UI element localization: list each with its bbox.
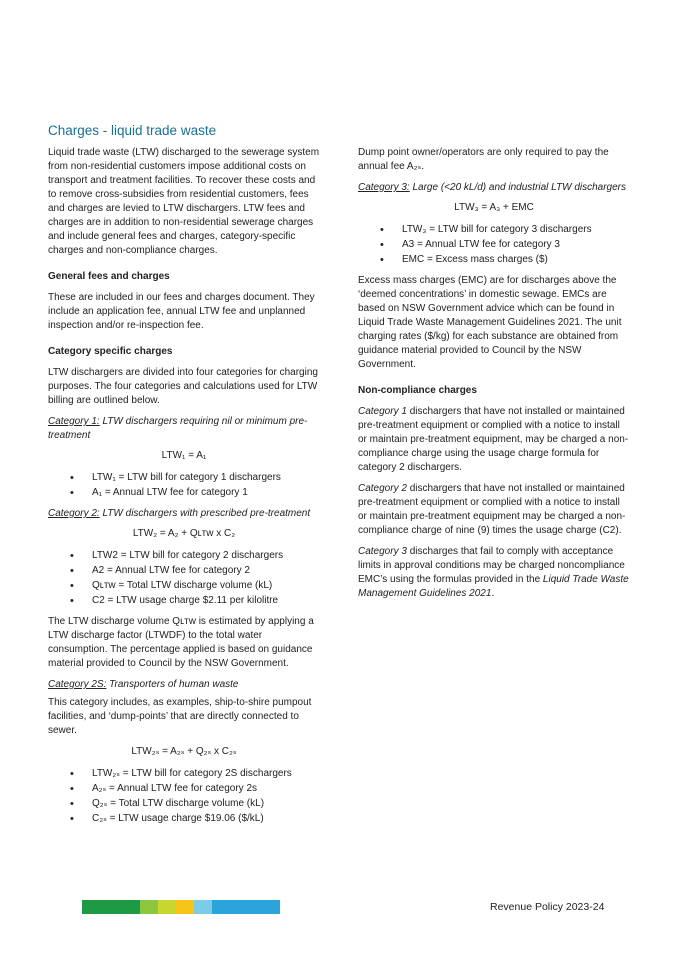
list-item: • A2 = Annual LTW fee for category 2 [92,564,320,578]
non-compliance-cat3: Category 3 discharges that fail to comply with acceptance limits in approval conditions may be charged noncompliance EMC’s using the formulas provided in the Liquid Trade Waste Management Guidelines 2021. [358,546,629,599]
color-segment [176,900,194,914]
category-2-note: The LTW discharge volume Qʟᴛᴡ is estimated by applying a LTW discharge factor (LTWDF) to the total water consumption. The percentage applied is based on guidance material provided to Council by the NSW Government. [48,616,314,669]
category-2-formula: LTW₂ = A₂ + Qʟᴛᴡ x C₂ [132,528,236,539]
non-compliance-cat1: Category 1 dischargers that have not installed or maintained pre-treatment equipment or complied with a notice to install or maintain pre-treatment equipment, may be charged a non-compliance charge using the usage charge formula for category 2 dischargers. [358,406,629,473]
list-item: • A₁ = Annual LTW fee for category 1 [92,486,320,500]
left-column [48,122,320,833]
non-compliance-cat2: Category 2 dischargers that have not installed or maintained pre-treatment equipment or complied with a notice to install or maintain pre-treatment equipment may be charged a non-compliance charge of nine (9) times the usage charge (C2). [358,483,626,536]
category-2s-formula: LTW₂ₛ = A₂ₛ + Q₂ₛ x C₂ₛ [131,746,237,757]
category-specific-heading: Category specific charges [48,346,173,357]
category-3-list [358,223,630,267]
page-title: Charges - liquid trade waste [48,123,217,138]
color-segment [212,900,280,914]
emc-text: Excess mass charges (EMC) are for discharges above the ‘deemed concentrations’ in domestic sewage. EMCs are based on NSW Government advice which can be found in Liquid Trade Waste Management Guidelines 2021. The unit charging rates ($/kg) for each substance are obtained from guidance material provided to Council by the NSW Government. [358,275,622,370]
category-3-title: Category 3: Large (<20 kL/d) and industrial LTW dischargers [358,182,627,193]
category-2s-list [48,767,320,826]
list-item: • C2 = LTW usage charge $2.11 per kilolitre [92,594,320,608]
footer-color-bar [82,900,280,914]
list-item: • LTW₂ₛ = LTW bill for category 2S dischargers [92,767,320,781]
non-compliance-heading: Non-compliance charges [358,385,477,396]
general-heading: General fees and charges [48,271,170,282]
category-1-list [48,471,320,500]
list-item: • A₂ₛ = Annual LTW fee for category 2s [92,782,320,796]
color-segment [158,900,176,914]
list-item: • LTW2 = LTW bill for category 2 dischargers [92,549,320,563]
category-1-title: Category 1: LTW dischargers requiring nil or minimum pre-treatment [48,416,308,441]
list-item: • Qʟᴛᴡ = Total LTW discharge volume (kL) [92,579,320,593]
category-2s-text: This category includes, as examples, ship-to-shire pumpout facilities, and ‘dump-points’ that are directly connected to sewer. [48,697,312,736]
color-segment [194,900,212,914]
right-column [358,146,630,608]
list-item: • Q₂ₛ = Total LTW discharge volume (kL) [92,797,320,811]
list-item: • EMC = Excess mass charges ($) [402,253,630,267]
dump-point-text: Dump point owner/operators are only required to pay the annual fee A₂ₛ. [358,147,609,172]
category-3-formula: LTW₃ = A₃ + EMC [454,202,534,213]
list-item: • C₂ₛ = LTW usage charge $19.06 ($/kL) [92,812,320,826]
category-1-formula: LTW₁ = A₁ [161,450,207,461]
list-item: • A3 = Annual LTW fee for category 3 [402,238,630,252]
color-segment [112,900,140,914]
general-text: These are included in our fees and charges document. They include an application fee, annual LTW fee and unplanned inspection and/or re-inspection fee. [48,292,315,331]
list-item: • LTW₃ = LTW bill for category 3 dischargers [402,223,630,237]
category-2s-title: Category 2S: Transporters of human waste [48,679,239,690]
list-item: • LTW₁ = LTW bill for category 1 dischargers [92,471,320,485]
category-2-title: Category 2: LTW dischargers with prescribed pre-treatment [48,508,311,519]
category-specific-text: LTW dischargers are divided into four categories for charging purposes. The four categories and calculations used for LTW billing are outlined below. [48,367,318,406]
color-segment [82,900,112,914]
category-2-list [48,549,320,608]
intro-paragraph: Liquid trade waste (LTW) discharged to the sewerage system from non-residential customers impose additional costs on transport and treatment facilities. To recover these costs and to remove cross-subsidies from residential customers, fees and charges are levied to LTW dischargers. LTW fees and charges are in addition to non-residential sewerage charges and include general fees and charges, category-specific charges and non-compliance charges. [48,147,320,256]
color-segment [140,900,158,914]
footer-text: Revenue Policy 2023-24 [490,901,605,913]
